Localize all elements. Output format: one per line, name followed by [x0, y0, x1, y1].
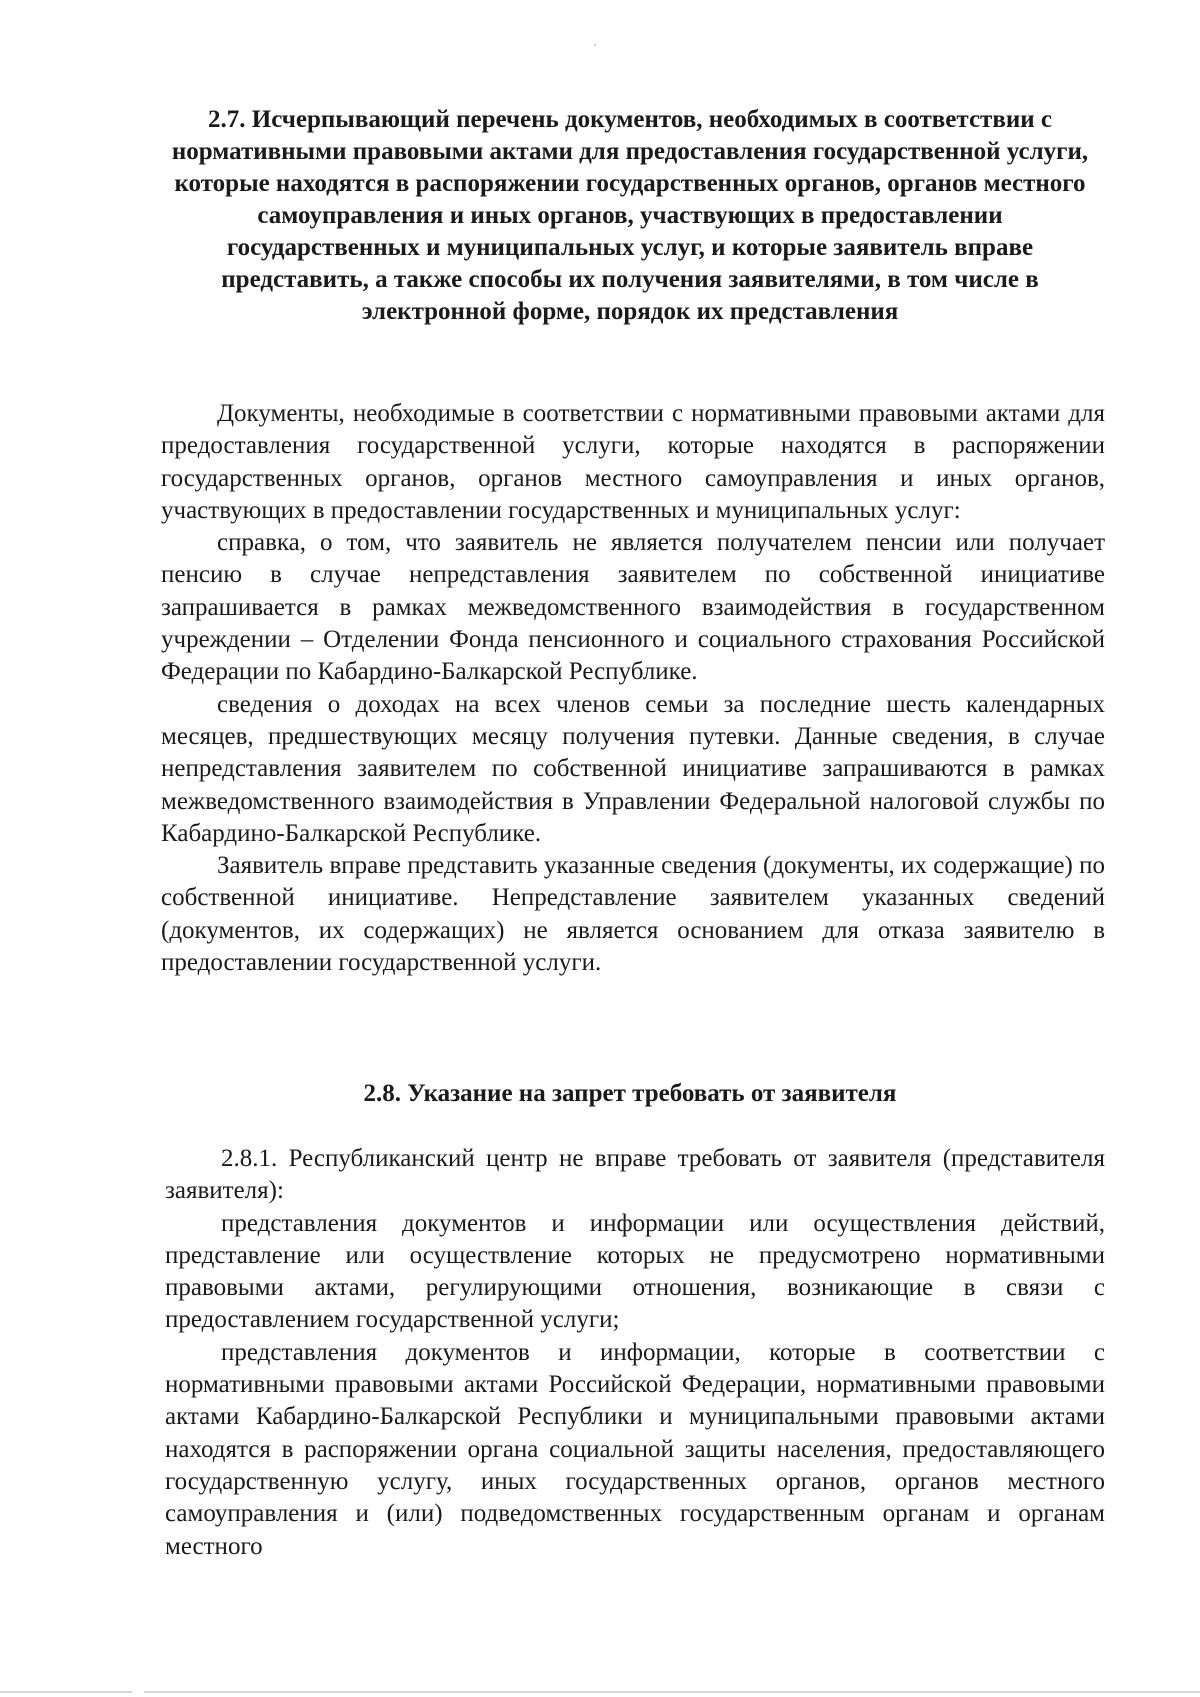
paragraph: Заявитель вправе представить указанные сведения (документы, их содержащие) по собственной инициативе. Непредставление заявителем указанных сведений (документов, их содержащих) не является основанием для отказа заявителю в предоставлении государственной услуги. [161, 852, 1105, 977]
paragraph: 2.8.1. Республиканский центр не вправе требовать от заявителя (представителя заявителя): [165, 1145, 1105, 1205]
paragraph: представления документов и информации или осуществления действий, представление или осуществление которых не предусмотрено нормативными правовыми актами, регулирующими отношения, возникающие в связи с предоставлением государственной услуги; [165, 1209, 1105, 1334]
section-2-7-body [161, 398, 1105, 979]
section-2-8-body [165, 1143, 1105, 1563]
paragraph: Документы, необходимые в соответствии с нормативными правовыми актами для предоставления государственной услуги, которые находятся в распоряжении государственных органов, органов местного самоуправления и иных органов, участвующих в предоставлении государственных и муниципальных услуг: [161, 400, 1105, 524]
paragraph: сведения о доходах на всех членов семьи за последние шесть календарных месяцев, предшествующих месяцу получения путевки. Данные сведения, в случае непредставления заявителем по собственной инициативе запрашиваются в рамках межведомственного взаимодействия в Управлении Федеральной налоговой службы по Кабардино-Балкарской Республике. [161, 690, 1105, 847]
scan-artifact [594, 44, 596, 46]
scan-bottom-edge [0, 1691, 1200, 1693]
section-2-7-heading: 2.7. Исчерпывающий перечень документов, необходимых в соответствии с нормативными правовыми актами для предоставления государственной услуги, которые находятся в распоряжении государственных органов, органов местного самоуправления и иных органов, участвующих в предоставлении государственных и муниципальных услуг, и которые заявитель вправе представить, а также способы их получения заявителями, в том числе в электронной форме, порядок их представления [171, 106, 1089, 325]
section-2-8-heading: 2.8. Указание на запрет требовать от заявителя [363, 1080, 897, 1107]
paragraph: представления документов и информации, которые в соответствии с нормативными правовыми актами Российской Федерации, нормативными правовыми актами Кабардино-Балкарской Республики и муниципальными правовыми актами находятся в распоряжении органа социальной защиты населения, предоставляющего государственную услугу, иных государственных органов, органов местного самоуправления и (или) подведомственных государственным органам и органам местного [165, 1338, 1105, 1560]
paragraph: справка, о том, что заявитель не является получателем пенсии или получает пенсию в случае непредставления заявителем по собственной инициативе запрашивается в рамках межведомственного взаимодействия в государственном учреждении – Отделении Фонда пенсионного и социального страхования Российской Федерации по Кабардино-Балкарской Республике. [161, 529, 1105, 686]
